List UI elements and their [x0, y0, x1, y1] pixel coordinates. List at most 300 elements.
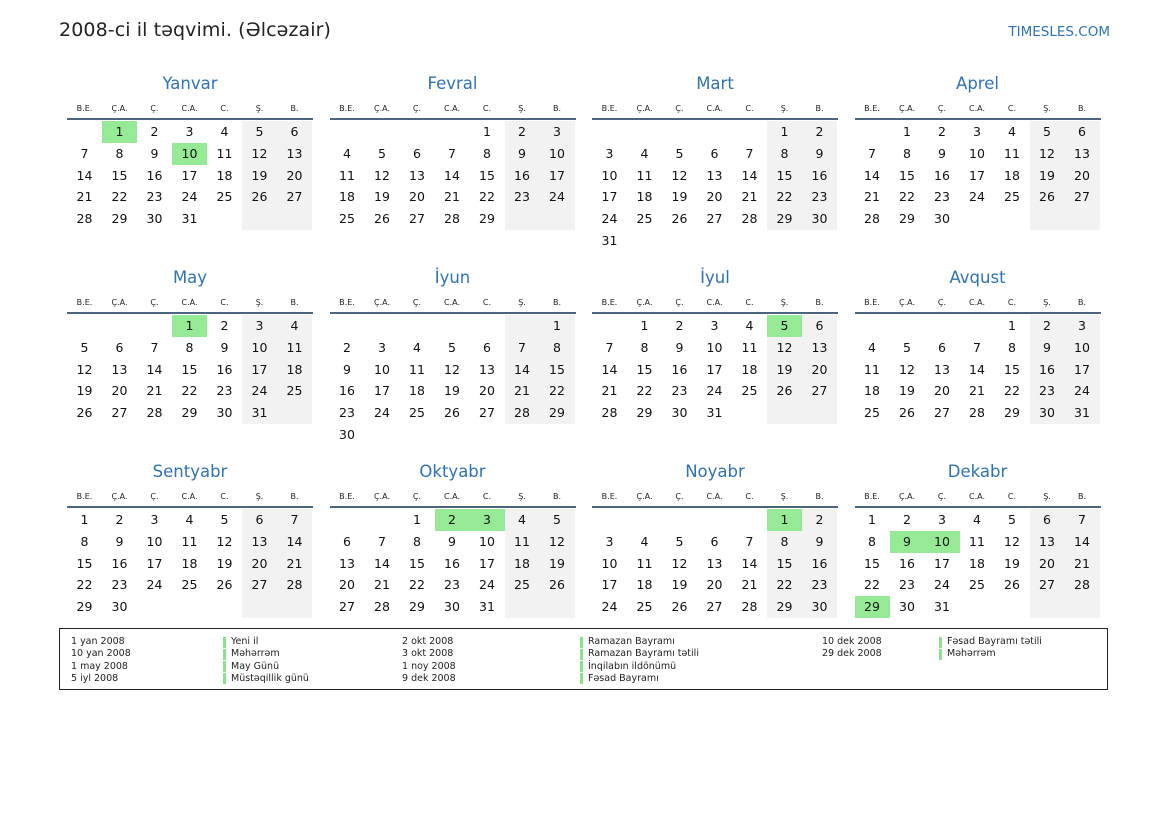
calendar-day: 9 — [815, 533, 824, 549]
month-name: Yanvar — [162, 74, 218, 93]
calendar-day: 29 — [636, 405, 653, 421]
calendar-day: 1 — [640, 318, 649, 333]
legend-holiday-name: Ramazan Bayramı tətili — [588, 648, 699, 660]
calendar-day: 10 — [479, 533, 495, 549]
calendar-day: 20 — [111, 383, 128, 399]
calendar-day: 21 — [601, 383, 618, 399]
calendar-day: 27 — [479, 405, 495, 421]
weekday-label: C.A. — [968, 492, 985, 501]
calendar-day: 4 — [1008, 124, 1016, 139]
month-mart — [592, 74, 838, 268]
header-rule — [592, 506, 838, 508]
weekday-label: Ç. — [412, 298, 422, 307]
header-rule — [855, 118, 1101, 120]
weekday-label: Ç.A. — [636, 104, 653, 113]
calendar-day: 12 — [1039, 145, 1055, 161]
calendar-day: 2 — [150, 124, 159, 139]
calendar-day: 1 — [553, 318, 561, 333]
weekday-label: Ş. — [1043, 104, 1051, 113]
calendar-day: 10 — [146, 533, 163, 549]
calendar-day: 28 — [741, 599, 758, 615]
calendar-day: 24 — [146, 577, 163, 593]
weekday-label: B.E. — [601, 104, 618, 113]
calendar-day: 30 — [146, 211, 163, 227]
weekday-label: B.E. — [864, 298, 880, 307]
calendar-day: 20 — [1074, 167, 1090, 183]
calendar-day: 27 — [706, 599, 723, 615]
legend-color-marker — [223, 673, 226, 684]
calendar-day: 2 — [815, 124, 824, 139]
calendar-day: 13 — [706, 167, 723, 183]
calendar-day: 27 — [111, 405, 128, 421]
calendar-day: 21 — [969, 383, 985, 399]
calendar-day: 18 — [409, 383, 425, 399]
calendar-day: 19 — [76, 383, 93, 399]
calendar-day: 11 — [409, 361, 425, 377]
month-name: Aprel — [956, 74, 999, 93]
calendar-day: 5 — [675, 145, 684, 161]
calendar-day: 2 — [343, 339, 351, 355]
calendar-day: 14 — [864, 167, 880, 183]
legend-holiday-name: Ramazan Bayramı — [588, 636, 675, 647]
calendar-day: 21 — [514, 383, 530, 399]
month-name: Sentyabr — [152, 462, 228, 481]
calendar-day: 8 — [413, 533, 421, 549]
calendar-day: 14 — [374, 555, 390, 571]
calendar-day: 10 — [374, 361, 390, 377]
weekday-label: Ç. — [150, 298, 159, 307]
calendar-day: 29 — [479, 211, 495, 227]
calendar-day: 27 — [286, 189, 303, 205]
legend-color-marker — [580, 661, 583, 672]
calendar-day: 9 — [150, 145, 159, 161]
calendar-day: 24 — [251, 383, 268, 399]
weekday-label: C.A. — [706, 492, 723, 501]
calendar-day: 6 — [1078, 124, 1086, 139]
calendar-day: 12 — [549, 533, 565, 549]
calendar-day: 14 — [601, 361, 618, 377]
calendar-day: 11 — [741, 339, 758, 355]
calendar-day: 3 — [938, 512, 946, 527]
calendar-day: 1 — [413, 512, 421, 527]
weekday-label: B.E. — [76, 298, 93, 307]
month-name: Avqust — [949, 268, 1006, 287]
calendar-day: 9 — [1043, 339, 1051, 355]
calendar-day: 9 — [343, 361, 351, 377]
calendar-day: 23 — [671, 383, 688, 399]
calendar-day: 15 — [549, 361, 565, 377]
weekday-label: C.A. — [443, 298, 460, 307]
calendar-day: 5 — [553, 512, 561, 527]
calendar-day: 18 — [636, 577, 653, 593]
weekday-label: Ş. — [780, 492, 789, 501]
month-i̇yun — [330, 268, 576, 462]
calendar-day: 6 — [115, 339, 124, 355]
calendar-day: 9 — [815, 145, 824, 161]
calendar-day: 28 — [146, 405, 163, 421]
calendar-day: 6 — [710, 533, 719, 549]
legend-date: 5 iyl 2008 — [71, 672, 119, 684]
calendar-day: 18 — [741, 361, 758, 377]
calendar-day: 23 — [216, 383, 233, 399]
calendar-day: 30 — [811, 211, 828, 227]
weekday-label: Ş. — [1043, 492, 1051, 501]
legend-date: 3 okt 2008 — [402, 648, 454, 660]
calendar-day: 1 — [868, 512, 876, 527]
weekday-label: Ç. — [937, 298, 947, 307]
calendar-day: 20 — [706, 189, 723, 205]
calendar-day: 19 — [899, 383, 915, 399]
month-name: Noyabr — [685, 462, 745, 481]
weekday-label: C. — [482, 492, 492, 501]
calendar-day: 9 — [518, 145, 526, 161]
weekday-label: Ç.A. — [373, 492, 390, 501]
calendar-day: 3 — [553, 124, 561, 139]
calendar-day: 7 — [1078, 512, 1086, 527]
legend-holiday-name: İnqilabın ildönümü — [588, 660, 677, 672]
weekday-label: Ç. — [675, 492, 684, 501]
calendar-day: 6 — [1043, 512, 1051, 527]
calendar-day: 29 — [549, 405, 565, 421]
calendar-day: 27 — [706, 211, 723, 227]
calendar-day: 26 — [776, 383, 793, 399]
calendar-day: 11 — [181, 533, 198, 549]
brand-link[interactable]: TIMESLES.COM — [1008, 24, 1110, 40]
calendar-day: 15 — [864, 555, 880, 571]
calendar-day: 20 — [706, 577, 723, 593]
month-name: İyun — [434, 268, 471, 287]
calendar-day: 15 — [776, 555, 793, 571]
calendar-day: 18 — [969, 555, 985, 571]
weekday-label: Ç. — [412, 104, 422, 113]
calendar-day: 4 — [640, 145, 649, 161]
calendar-day: 3 — [605, 533, 614, 549]
calendar-day: 25 — [636, 211, 653, 227]
calendar-day: 19 — [549, 555, 565, 571]
calendar-day: 6 — [343, 533, 351, 549]
calendar-day: 25 — [969, 577, 985, 593]
legend-holiday-name: Məhərrəm — [231, 648, 280, 660]
calendar-day: 19 — [671, 577, 688, 593]
calendar-day: 6 — [290, 124, 299, 139]
calendar-day: 20 — [934, 383, 950, 399]
calendar-day: 26 — [216, 577, 233, 593]
weekday-label: B. — [1077, 104, 1087, 113]
weekday-label: B. — [290, 492, 299, 501]
calendar-day: 14 — [969, 361, 985, 377]
calendar-day: 19 — [1039, 167, 1055, 183]
calendar-day: 31 — [934, 599, 950, 615]
weekday-label: Ç. — [675, 104, 684, 113]
calendar-day: 20 — [811, 361, 828, 377]
calendar-day: 16 — [1039, 361, 1055, 377]
legend-date: 10 yan 2008 — [71, 648, 131, 660]
calendar-day: 26 — [671, 211, 688, 227]
calendar-day: 6 — [938, 339, 946, 355]
calendar-day: 28 — [601, 405, 618, 421]
calendar-day: 19 — [444, 383, 460, 399]
header-rule — [592, 118, 838, 120]
calendar-day: 27 — [1039, 577, 1055, 593]
calendar-day: 17 — [251, 361, 268, 377]
calendar-day: 3 — [150, 512, 159, 527]
weekday-label: B. — [552, 492, 562, 501]
calendar-day: 17 — [479, 555, 495, 571]
weekday-label: Ş. — [1043, 298, 1051, 307]
month-dekabr — [855, 462, 1101, 656]
calendar-day: 6 — [710, 145, 719, 161]
calendar-day: 27 — [1074, 189, 1090, 205]
calendar-day: 12 — [444, 361, 460, 377]
calendar-day: 24 — [181, 189, 198, 205]
calendar-day: 25 — [339, 211, 355, 227]
month-name: May — [172, 268, 208, 287]
weekday-label: B.E. — [601, 298, 618, 307]
weekday-label: B. — [552, 104, 562, 113]
calendar-day: 16 — [444, 555, 460, 571]
calendar-day: 15 — [636, 361, 653, 377]
weekday-label: B.E. — [76, 104, 93, 113]
holiday-legend — [59, 628, 1108, 690]
calendar-day: 3 — [378, 339, 386, 355]
calendar-day: 1 — [780, 124, 789, 139]
calendar-day: 30 — [1039, 405, 1055, 421]
calendar-day: 28 — [76, 211, 93, 227]
calendar-day: 24 — [601, 599, 618, 615]
weekday-label: Ç. — [150, 492, 159, 501]
calendar-day: 12 — [776, 339, 793, 355]
calendar-day: 13 — [811, 339, 828, 355]
weekday-label: B. — [290, 298, 299, 307]
legend-date: 29 dek 2008 — [822, 648, 882, 660]
calendar-day: 22 — [409, 577, 425, 593]
calendar-day: 2 — [1043, 318, 1051, 333]
calendar-day: 31 — [181, 211, 198, 227]
calendar-day: 8 — [185, 339, 194, 355]
calendar-day: 22 — [479, 189, 495, 205]
calendar-day: 27 — [811, 383, 828, 399]
calendar-day: 18 — [864, 383, 880, 399]
calendar-day: 21 — [741, 189, 758, 205]
calendar-day: 16 — [671, 361, 688, 377]
calendar-day: 2 — [675, 318, 684, 333]
calendar-day: 4 — [640, 533, 649, 549]
calendar-day: 18 — [636, 189, 653, 205]
weekday-label: B.E. — [864, 104, 880, 113]
calendar-day: 24 — [374, 405, 390, 421]
calendar-day: 31 — [1074, 405, 1090, 421]
calendar-day: 9 — [675, 339, 684, 355]
calendar-day: 5 — [378, 145, 386, 161]
holiday-day: 1 — [767, 509, 802, 531]
calendar-day: 8 — [1008, 339, 1016, 355]
legend-color-marker — [580, 673, 583, 684]
weekday-label: Ç. — [937, 492, 947, 501]
calendar-day: 30 — [934, 211, 950, 227]
legend-date: 1 noy 2008 — [402, 660, 456, 672]
weekday-label: C.A. — [706, 298, 723, 307]
calendar-day: 11 — [286, 339, 303, 355]
calendar-day: 9 — [938, 145, 946, 161]
calendar-day: 30 — [899, 599, 915, 615]
month-avqust — [855, 268, 1101, 462]
legend-date: 9 dek 2008 — [402, 672, 456, 684]
calendar-day: 16 — [811, 555, 828, 571]
month-may — [67, 268, 313, 462]
calendar-day: 16 — [934, 167, 950, 183]
header-rule — [67, 118, 313, 120]
calendar-day: 16 — [899, 555, 915, 571]
calendar-day: 19 — [251, 167, 268, 183]
calendar-day: 5 — [675, 533, 684, 549]
calendar-day: 3 — [605, 145, 614, 161]
calendar-day: 14 — [76, 167, 93, 183]
calendar-day: 16 — [514, 167, 530, 183]
calendar-day: 12 — [216, 533, 233, 549]
calendar-day: 13 — [1039, 533, 1055, 549]
calendar-day: 12 — [671, 167, 688, 183]
month-i̇yul — [592, 268, 838, 462]
calendar-day: 23 — [146, 189, 163, 205]
calendar-day: 12 — [251, 145, 268, 161]
calendar-day: 2 — [115, 512, 124, 527]
weekday-label: B. — [1077, 298, 1087, 307]
legend-date: 10 dek 2008 — [822, 636, 882, 647]
calendar-day: 7 — [290, 512, 299, 527]
calendar-day: 13 — [706, 555, 723, 571]
calendar-day: 16 — [111, 555, 128, 571]
weekday-label: Ş. — [780, 298, 789, 307]
calendar-day: 24 — [549, 189, 565, 205]
calendar-day: 10 — [601, 167, 618, 183]
calendar-day: 31 — [479, 599, 495, 615]
month-aprel — [855, 74, 1101, 268]
calendar-day: 22 — [636, 383, 653, 399]
calendar-day: 14 — [146, 361, 163, 377]
calendar-day: 24 — [969, 189, 985, 205]
calendar-day: 27 — [934, 405, 950, 421]
calendar-day: 23 — [934, 189, 950, 205]
calendar-day: 12 — [899, 361, 915, 377]
calendar-day: 18 — [514, 555, 530, 571]
calendar-day: 18 — [286, 361, 303, 377]
calendar-day: 26 — [76, 405, 93, 421]
weekday-label: C.A. — [968, 298, 985, 307]
calendar-day: 25 — [636, 599, 653, 615]
holiday-day: 10 — [172, 143, 207, 165]
calendar-day: 4 — [745, 318, 754, 333]
calendar-day: 12 — [671, 555, 688, 571]
calendar-day: 7 — [448, 145, 456, 161]
calendar-day: 18 — [216, 167, 233, 183]
calendar-day: 17 — [374, 383, 390, 399]
weekday-label: Ç.A. — [373, 298, 390, 307]
calendar-day: 4 — [290, 318, 299, 333]
month-fevral — [330, 74, 576, 268]
calendar-day: 28 — [374, 599, 390, 615]
calendar-day: 4 — [973, 512, 981, 527]
legend-date: 1 may 2008 — [71, 660, 128, 672]
weekday-label: Ş. — [518, 104, 526, 113]
calendar-day: 18 — [339, 189, 355, 205]
header-rule — [67, 312, 313, 314]
calendar-day: 31 — [251, 405, 268, 421]
calendar-day: 20 — [339, 577, 355, 593]
holiday-day: 10 — [925, 531, 960, 553]
calendar-day: 24 — [706, 383, 723, 399]
calendar-day: 23 — [899, 577, 915, 593]
header-rule — [330, 118, 576, 120]
weekday-label: C.A. — [181, 298, 198, 307]
weekday-label: C.A. — [968, 104, 985, 113]
calendar-day: 12 — [76, 361, 93, 377]
calendar-day: 14 — [1074, 533, 1090, 549]
legend-color-marker — [580, 649, 583, 660]
calendar-day: 26 — [374, 211, 390, 227]
calendar-day: 21 — [444, 189, 460, 205]
calendar-day: 5 — [1043, 124, 1051, 139]
calendar-day: 15 — [111, 167, 128, 183]
calendar-day: 25 — [286, 383, 303, 399]
calendar-day: 5 — [903, 339, 911, 355]
calendar-day: 20 — [409, 189, 425, 205]
calendar-day: 2 — [903, 512, 911, 527]
weekday-label: Ç.A. — [898, 104, 915, 113]
calendar-day: 23 — [444, 577, 460, 593]
holiday-day: 9 — [890, 531, 925, 553]
legend-holiday-name: Məhərrəm — [947, 648, 996, 660]
calendar-day: 14 — [514, 361, 530, 377]
month-sentyabr — [67, 462, 313, 656]
calendar-day: 7 — [745, 145, 754, 161]
calendar-day: 9 — [448, 533, 456, 549]
calendar-day: 31 — [706, 405, 723, 421]
legend-holiday-name: Yeni il — [231, 636, 259, 647]
calendar-day: 20 — [286, 167, 303, 183]
weekday-label: B. — [552, 298, 562, 307]
header-rule — [592, 312, 838, 314]
calendar-day: 30 — [111, 599, 128, 615]
calendar-day: 21 — [374, 577, 390, 593]
calendar-day: 22 — [776, 189, 793, 205]
calendar-day: 13 — [251, 533, 268, 549]
calendar-day: 13 — [339, 555, 355, 571]
calendar-day: 16 — [811, 167, 828, 183]
calendar-day: 13 — [409, 167, 425, 183]
calendar-day: 23 — [1039, 383, 1055, 399]
calendar-day: 17 — [601, 577, 618, 593]
weekday-label: B.E. — [601, 492, 618, 501]
month-name: Mart — [696, 74, 734, 93]
header-rule — [330, 506, 576, 508]
calendar-day: 10 — [251, 339, 268, 355]
calendar-day: 26 — [671, 599, 688, 615]
calendar-day: 29 — [111, 211, 128, 227]
calendar-day: 3 — [1078, 318, 1086, 333]
weekday-label: C.A. — [181, 104, 198, 113]
calendar-day: 31 — [601, 233, 618, 248]
holiday-day: 1 — [172, 315, 207, 337]
calendar-day: 25 — [1004, 189, 1020, 205]
calendar-day: 1 — [903, 124, 911, 139]
calendar-day: 24 — [479, 577, 495, 593]
header-rule — [855, 506, 1101, 508]
calendar-day: 22 — [76, 577, 93, 593]
month-name: Oktyabr — [419, 462, 486, 481]
calendar-day: 23 — [111, 577, 128, 593]
calendar-day: 10 — [969, 145, 985, 161]
weekday-label: C. — [745, 104, 754, 113]
